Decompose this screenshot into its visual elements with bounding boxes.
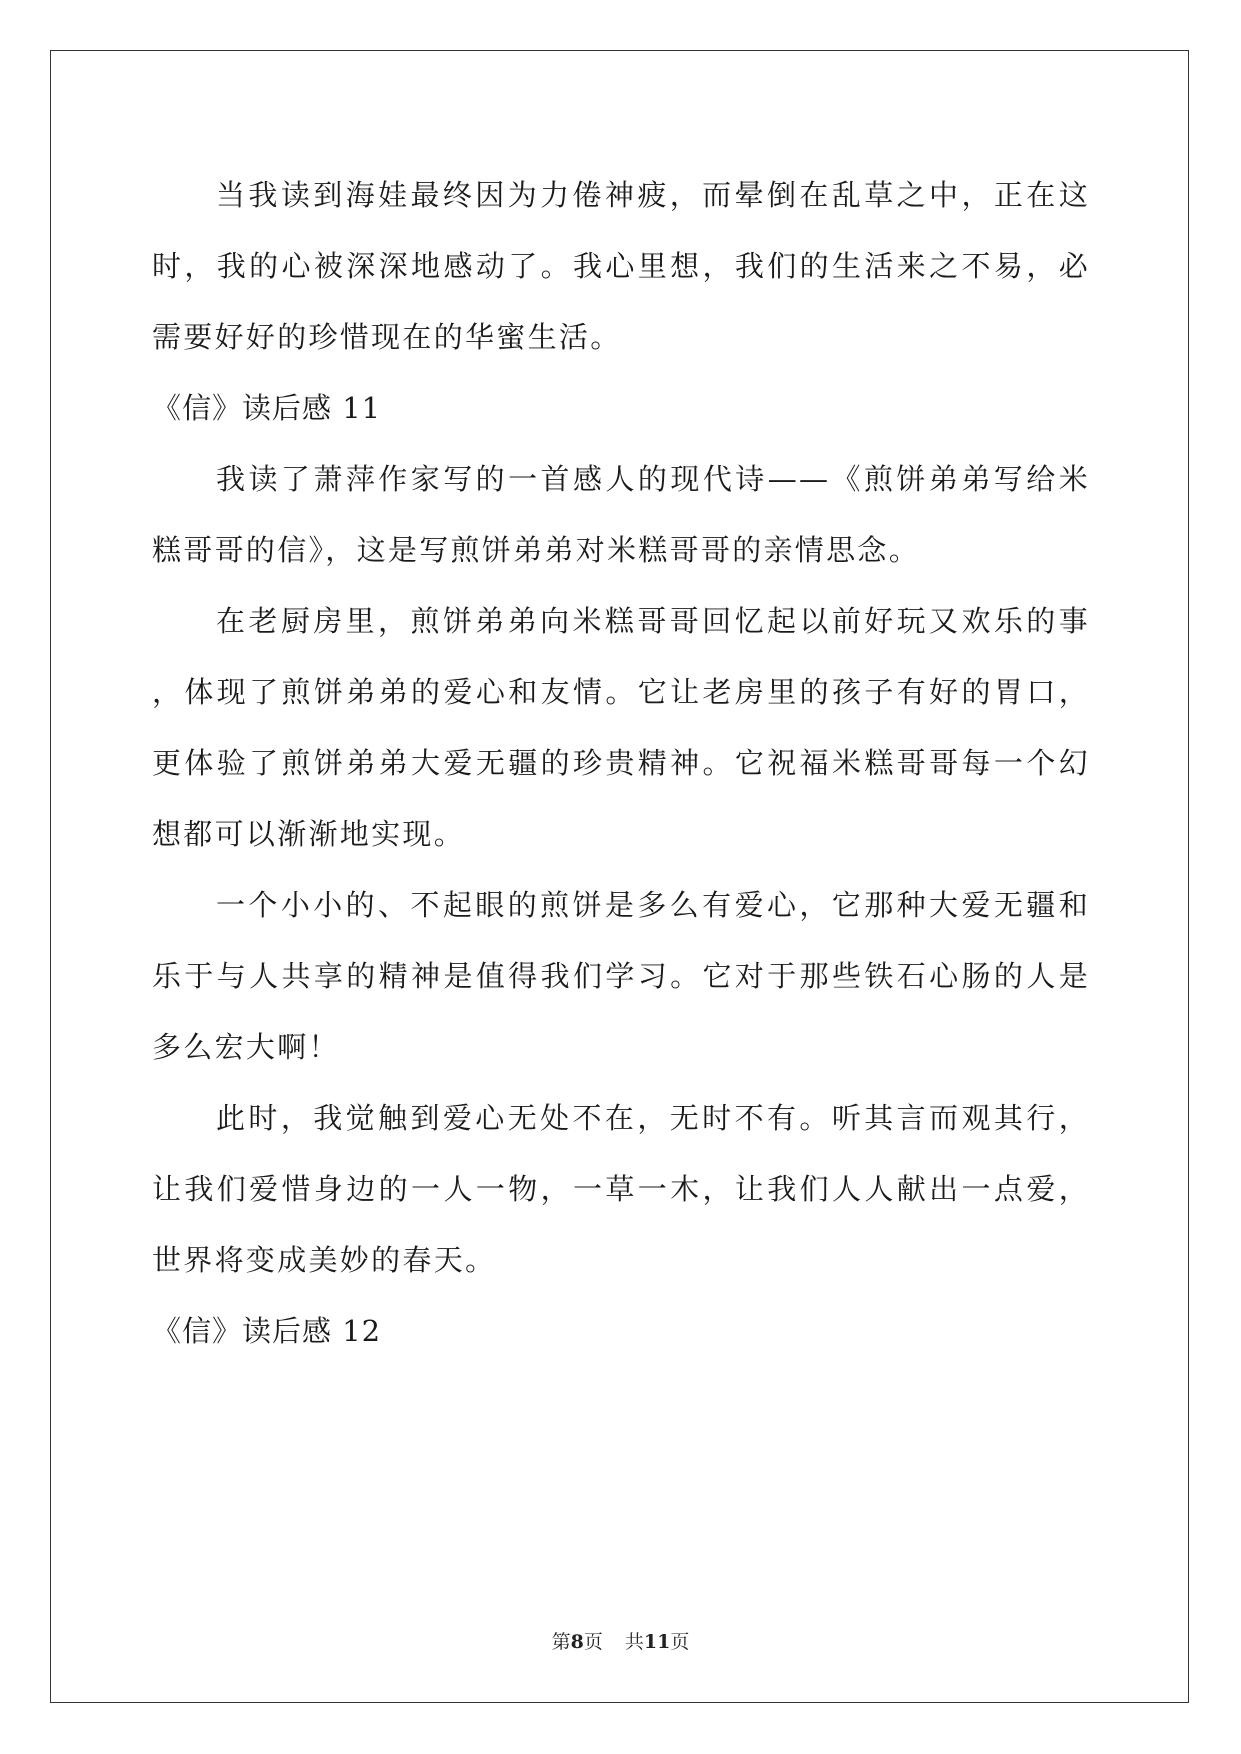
page-prefix: 第 xyxy=(551,1631,571,1653)
page-footer xyxy=(0,1627,1241,1654)
section-heading: 《信》读后感 12 xyxy=(152,1314,382,1348)
page-total: 11 xyxy=(643,1631,671,1653)
paragraph: 此时，我觉触到爱心无处不在，无时不有。听其言而观其行，让我们爱惜身边的一人一物，一草一木，让我们人人献出一点爱，世界将变成美妙的春天。 xyxy=(152,1101,1090,1277)
page-unit: 页 xyxy=(583,1631,603,1653)
paragraph: 一个小小的、不起眼的煎饼是多么有爱心，它那种大爱无疆和乐于与人共享的精神是值得我们学习。它对于那些铁石心肠的人是多么宏大啊！ xyxy=(152,888,1090,1064)
page-current: 8 xyxy=(570,1631,584,1653)
paragraph: 我读了萧萍作家写的一首感人的现代诗——《煎饼弟弟写给米糕哥哥的信》，这是写煎饼弟弟对米糕哥哥的亲情思念。 xyxy=(152,462,1090,567)
total-unit: 页 xyxy=(670,1631,690,1653)
section-heading: 《信》读后感 11 xyxy=(152,391,382,425)
document-body xyxy=(152,160,1090,1367)
paragraph: 当我读到海娃最终因为力倦神疲，而晕倒在乱草之中，正在这时，我的心被深深地感动了。我心里想，我们的生活来之不易，必需要好好的珍惜现在的华蜜生活。 xyxy=(152,178,1090,354)
paragraph: 在老厨房里，煎饼弟弟向米糕哥哥回忆起以前好玩又欢乐的事，体现了煎饼弟弟的爱心和友情。它让老房里的孩子有好的胃口，更体验了煎饼弟弟大爱无疆的珍贵精神。它祝福米糕哥哥每一个幻想都可以渐渐地实现。 xyxy=(152,604,1090,851)
total-prefix: 共 xyxy=(624,1631,644,1653)
